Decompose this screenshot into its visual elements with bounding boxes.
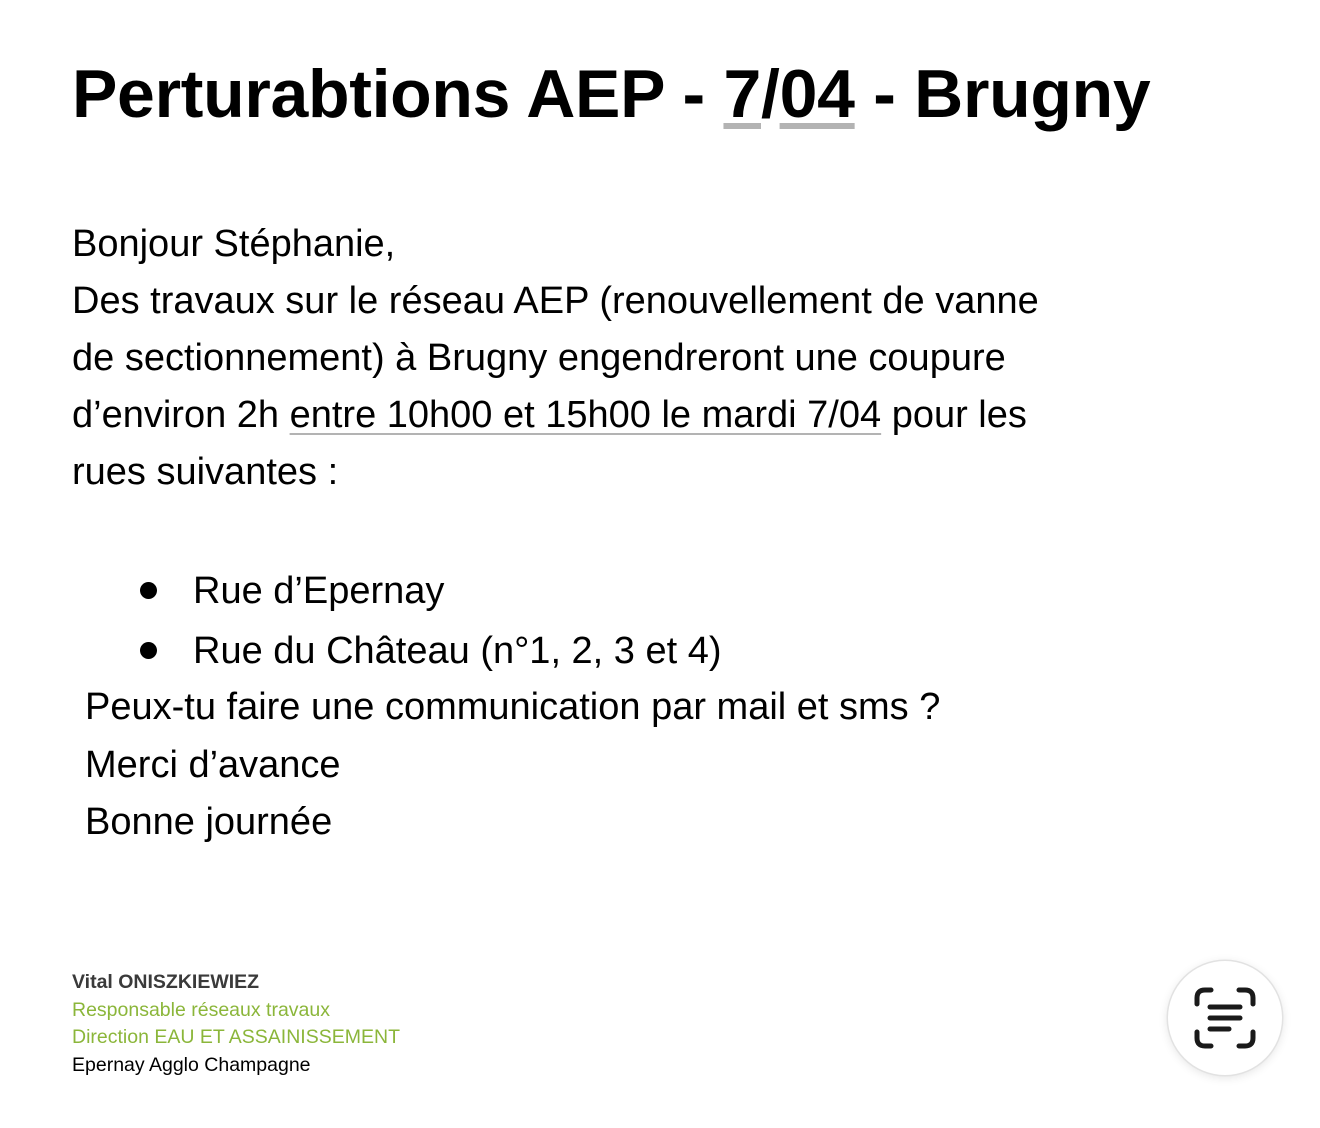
signature-name	[72, 969, 400, 997]
title-date-slash: /	[761, 56, 780, 132]
body-line-3-start: d’environ 2h	[72, 394, 290, 436]
live-text-button[interactable]	[1168, 961, 1282, 1075]
closing-question: Peux-tu faire une communication par mail et sms ?	[85, 686, 941, 728]
street-name: Rue du Château (n°1, 2, 3 et 4)	[193, 630, 722, 672]
title-date-month-link[interactable]: 04	[779, 56, 855, 132]
body-line-3	[72, 387, 1272, 444]
bullet-icon	[140, 582, 157, 599]
list-item	[140, 561, 722, 621]
email-closing	[85, 679, 940, 852]
email-signature	[72, 969, 400, 1079]
street-name: Rue d’Epernay	[193, 570, 445, 612]
signature-department: Direction EAU ET ASSAINISSEMENT	[72, 1026, 400, 1048]
title-suffix: - Brugny	[854, 56, 1151, 132]
signature-role: Responsable réseaux travaux	[72, 998, 330, 1021]
signature-first-name: Vital	[72, 971, 113, 993]
bullet-icon	[140, 642, 157, 659]
list-item	[140, 621, 722, 681]
date-time-link[interactable]: entre 10h00 et 15h00 le mardi 7/04	[289, 394, 882, 436]
greeting-line: Bonjour Stéphanie,	[72, 223, 396, 265]
body-line-2: de sectionnement) à Brugny engendreront une coupure	[72, 337, 1006, 379]
title-prefix: Perturabtions AEP -	[72, 56, 724, 132]
closing-thanks: Merci d’avance	[85, 743, 341, 786]
closing-goodbye: Bonne journée	[85, 801, 333, 843]
body-line-1: Des travaux sur le réseau AEP (renouvellement de vanne	[72, 280, 1039, 322]
body-line-4: rues suivantes :	[72, 451, 339, 493]
live-text-scan-icon	[1193, 986, 1257, 1050]
email-body	[72, 216, 1272, 501]
signature-organization: Epernay Agglo Champagne	[72, 1053, 311, 1076]
street-list	[140, 561, 722, 681]
signature-last-name: ONISZKIEWIEZ	[118, 971, 260, 993]
email-subject-title	[72, 52, 1150, 136]
title-date-day-link[interactable]: 7	[723, 56, 761, 132]
body-line-3-end: pour les	[881, 394, 1027, 436]
